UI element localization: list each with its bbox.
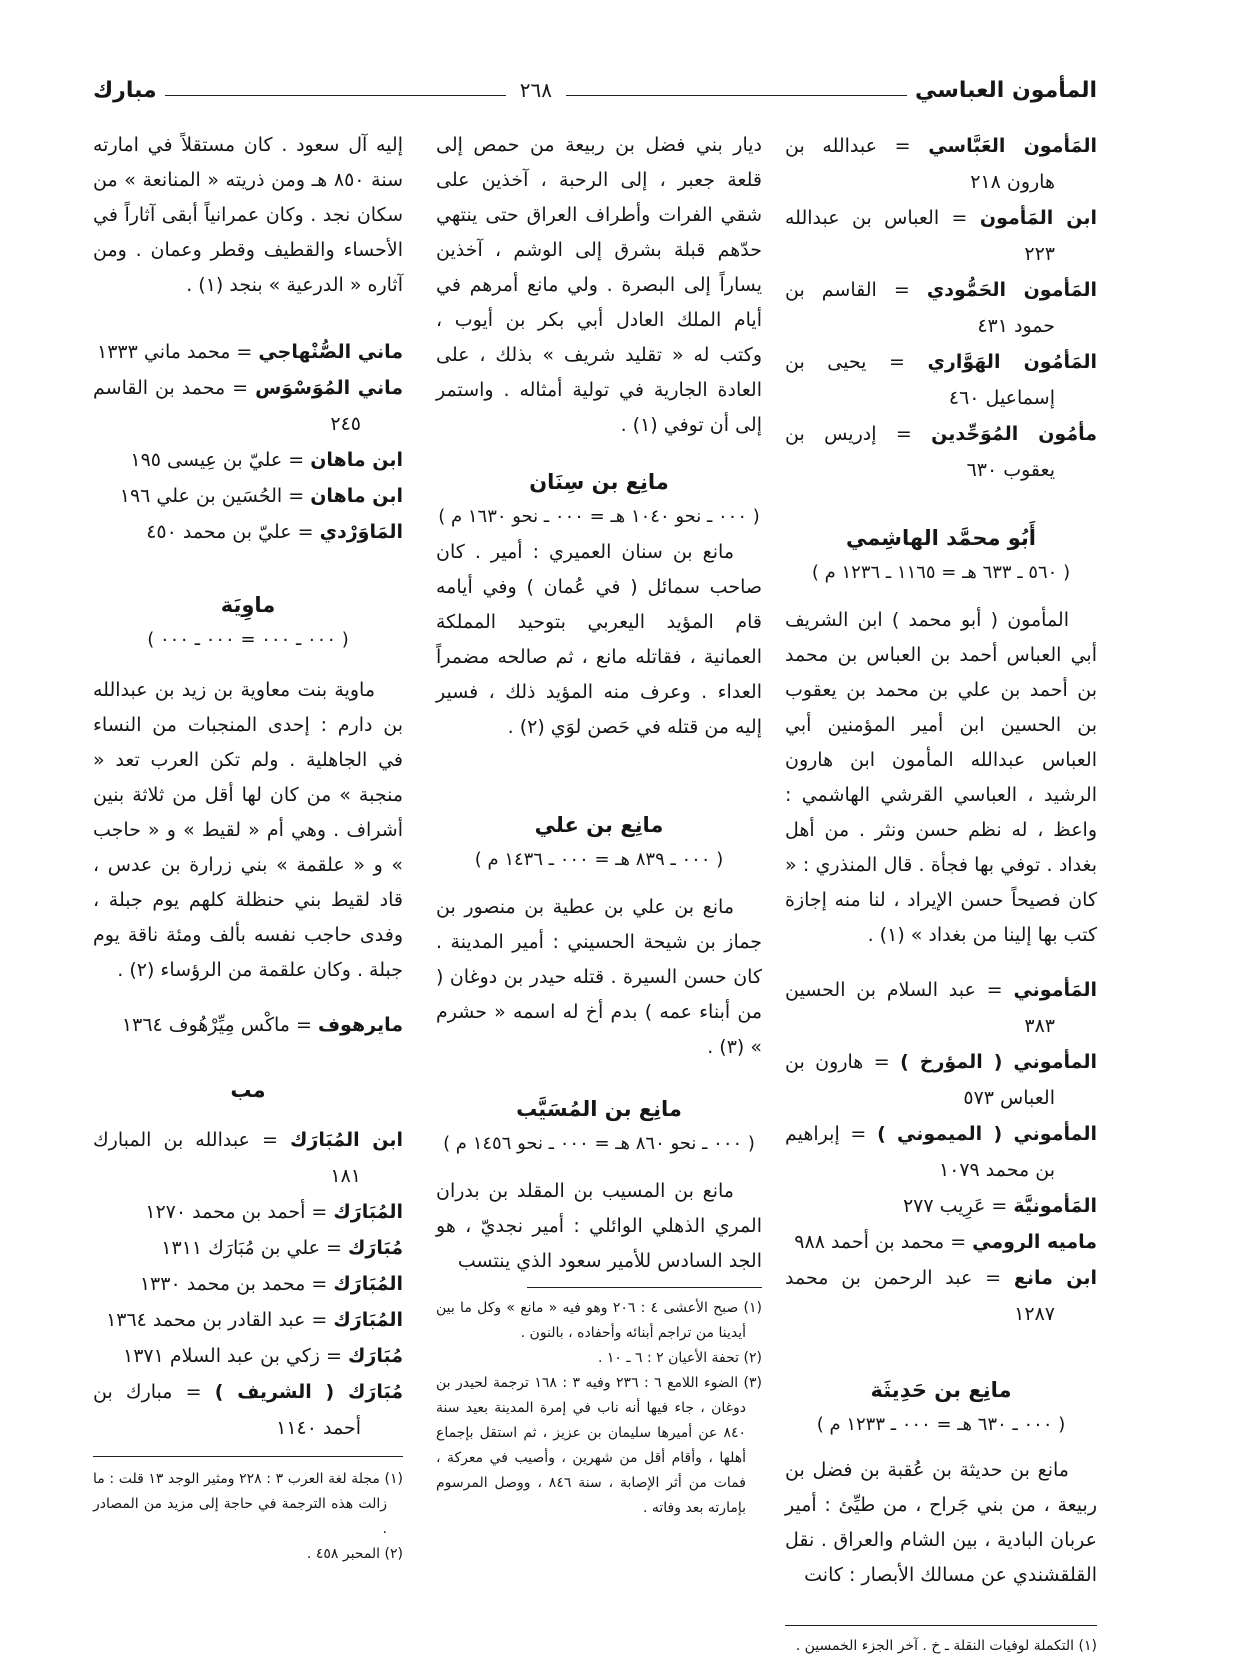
entry-reference: = يحيى بن إسماعيل ٤٦٠ [785,351,1055,409]
cross-reference-entry [93,1374,403,1446]
cross-reference-entry [785,1188,1097,1224]
entry-reference: = الحُسَين بن علي ١٩٦ [119,485,305,507]
entry-reference: = عبدالله بن هارون ٢١٨ [785,135,1055,193]
article-dates: ( ٠٠٠ ـ ٦٣٠ هـ = ٠٠٠ ـ ١٢٣٣ م ) [816,1414,1066,1435]
article-body: مانع بن سنان العميري : أمير . كان صاحب سمائل ( في عُمان ) وفي أيامه قام المؤيد اليعربي بتوحيد المملكة العمانية ، فقاتله مانع ، ثم صالحه مضمراً العداء . وعرف منه المؤيد ذلك ، فسير إليه من قتله في حَصن لوَي (٢) . [436,541,762,738]
article-body: مانع بن علي بن عطية بن منصور بن جماز بن شيحة الحسيني : أمير المدينة . كان حسن السيرة . قتله حيدر بن دوغان ( من أبناء عمه ) بدم أخ له اسمه « حشرم » (٣) . [436,896,762,1058]
entry-reference: = عليّ بن محمد ٤٥٠ [146,521,314,543]
entry-name: المأموني ( الميموني ) [877,1123,1097,1145]
cross-reference-entry [93,1302,403,1338]
entry-reference: = عبدالله بن المبارك ١٨١ [93,1129,361,1187]
cross-reference-entry [785,972,1097,1044]
entry-reference: = عبد الرحمن بن محمد ١٢٨٧ [785,1267,1055,1325]
column-left [93,128,403,1567]
entry-name: المَأمون الحَمُّودي [926,279,1098,301]
entry-name: ابن مانع [1013,1267,1098,1289]
article-body-continued: ديار بني فضل بن ربيعة من حمص إلى قلعة جعبر ، إلى الرحبة ، آخذين على شقي الفرات وأطراف العراق حتى ينتهي حدّهم قبلة بشرق إلى الوشم ، آخذين يساراً إلى البصرة . ولي مانع أمرهم في أيام الملك العادل أبي بكر بن أيوب ، وكتب له « تقليد شريف » بذلك ، على العادة الجارية في تولية أمثاله . واستمر إلى أن توفي (١) . [436,134,762,436]
entry-name: ابن المَأمون [979,207,1097,229]
cross-reference-entry [93,370,403,442]
cross-reference-entry [93,1194,403,1230]
footnote-rule [527,1287,762,1288]
cross-reference-list [93,1122,403,1446]
entry-name: ماني المُوَسْوَس [255,377,404,399]
footnotes [785,1634,1097,1659]
entry-reference: = محمد بن أحمد ٩٨٨ [794,1231,967,1253]
article-dates: ( ٠٠٠ ـ ٨٣٩ هـ = ٠٠٠ ـ ١٤٣٦ م ) [474,849,724,870]
entry-reference: = عليّ بن عِيسى ١٩٥ [130,449,305,471]
article-body: مانع بن حديثة بن عُقبة بن فضل بن ربيعة ، من بني جَراح ، من طيِّئ : أمير عربان البادية ، بين الشام والعراق . نقل القلقشندي عن مسالك الأبصار : كانت [785,1459,1097,1586]
article-title: مانِع بن سِنَان [529,470,669,494]
cross-reference-list [785,972,1097,1332]
cross-reference-entry [93,1338,403,1374]
article-body: ماوية بنت معاوية بن زيد بن عبدالله بن دارم : إحدى المنجبات من النساء في الجاهلية . ولم تكن العرب تعد « منجبة » من كان لها أقل من ثلاثة بنين أشراف . وهي أم « لقيط » و « حاجب » و « علقمة » بني زرارة بن عدس ، قاد لقيط بني حنظلة كلهم يوم جبلة ، وفدى حاجب نفسه بألف ومئة ناقة يوم جبلة . وكان علقمة من الرؤساء (٢) . [93,679,403,981]
entry-reference: = إدريس بن يعقوب ٦٣٠ [785,423,1055,481]
entry-reference: = العباس بن عبدالله ٢٢٣ [785,207,1055,265]
cross-reference-entry [93,334,403,370]
cross-reference-entry [785,128,1097,200]
entry-name: المُبَارَك [333,1273,403,1295]
entry-name: المَأموني [1013,979,1097,1001]
footnote: (٣) الضوء اللامع ٦ : ٢٣٦ وفيه ٣ : ١٦٨ ترجمة لحيدر بن دوغان ، جاء فيها أنه ناب في إمرة المدينة بعيد سنة ٨٤٠ عن أميرها سليمان بن عزيز ، ثم استقل بإجماع أهلها ، وأقام أقل من شهرين ، وأصيب في معركة ، فمات من أثر الإصابة ، سنة ٨٤٦ ، ووصل المرسوم بإمارته بعد وفاته . [436,1375,762,1516]
entry-reference: = زكي بن عبد السلام ١٣٧١ [123,1345,342,1367]
entry-reference: = محمد بن محمد ١٣٣٠ [139,1273,328,1295]
article-dates: ( ٠٠٠ ـ ٠٠٠ = ٠٠٠ ـ ٠٠٠ ) [147,629,349,650]
entry-name: المَأمونيَّة [1013,1195,1097,1217]
entry-name: ماميه الرومي [972,1231,1097,1253]
article-dates: ( ٥٦٠ ـ ٦٣٣ هـ = ١١٦٥ ـ ١٢٣٦ م ) [811,562,1071,583]
entry-name: ابن المُبَارَك [289,1129,403,1151]
cross-reference-entry [785,1044,1097,1116]
footnote: (١) صبح الأعشى ٤ : ٢٠٦ وهو فيه « مانع » وكل ما بين أيدينا من تراجم أبنائه وأحفاده ، بالنون . [436,1300,762,1341]
column-middle [436,128,762,1521]
entry-name: المَأمُون الهَوَّاري [927,351,1097,373]
cross-reference-entry [785,272,1097,344]
article-body: المأمون ( أبو محمد ) ابن الشريف أبي العباس أحمد بن العباس بن محمد بن أحمد بن علي بن محمد بن يعقوب بن الحسين ابن أمير المؤمنين أبي العباس عبدالله المأمون ابن هارون الرشيد ، العباسي القرشي الهاشمي : واعظ ، له نظم حسن ونثر . من أهل بغداد . توفي بها فجأة . قال المنذري : « كان فصيحاً حسن الإيراد ، لنا منه إجازة كتب بها إلينا من بغداد » (١) . [785,609,1097,946]
entry-reference: = ماكْس مِيِّرْهُوف ١٣٦٤ [121,1014,312,1036]
cross-reference-list [785,128,1097,488]
running-head-first-entry: المأمون العباسي [914,77,1097,103]
column-right [785,128,1097,1659]
entry-name: المأموني ( المؤرخ ) [900,1051,1097,1073]
entry-reference: = محمد ماني ١٣٣٣ [97,341,253,363]
cross-reference-entry [93,442,403,478]
entry-name: المُبَارَك [333,1201,403,1223]
article-title: مانِع بن علي [534,813,664,837]
entry-reference: = أحمد بن محمد ١٢٧٠ [145,1201,328,1223]
entry-reference: = عَرِيب ٢٧٧ [902,1195,1008,1217]
entry-reference: = إبراهيم بن محمد ١٠٧٩ [785,1123,1055,1181]
footnote: (١) التكملة لوفيات النقلة ـ خ . آخر الجزء الخمسين . [795,1638,1097,1654]
article-body: مانع بن المسيب بن المقلد بن بدران المري الذهلي الوائلي : أمير نجديّ ، هو الجد السادس للأمير سعود الذي ينتسب [436,1180,762,1272]
article-body-continued: إليه آل سعود . كان مستقلاً في امارته سنة ٨٥٠ هـ ومن ذريته « المنانعة » من سكان نجد . وكان عمرانياً أبقى آثاراً في الأحساء والقطيف وقطر وعمان . ومن آثاره « الدرعية » بنجد (١) . [93,134,403,296]
entry-name: ابن ماهان [310,449,403,471]
entry-reference: = مبارك بن أحمد ١١٤٠ [93,1381,361,1439]
cross-reference-entry [785,1116,1097,1188]
cross-reference-entry [785,1224,1097,1260]
footnote: (٢) تحفة الأعيان ٢ : ٦ ـ ١٠ . [598,1350,762,1366]
running-head [93,72,1097,108]
entry-name: المُبَارَك [333,1309,403,1331]
entry-name: المَاوَرْدي [319,521,403,543]
footnote: (١) مجلة لغة العرب ٣ : ٢٢٨ ومثير الوجد ١٣ قلت : ما زالت هذه الترجمة في حاجة إلى مزيد من المصادر . [93,1471,403,1537]
footnote-rule [785,1625,1097,1626]
article-title: أَبُو محمَّد الهاشِمي [845,526,1037,550]
article-title: مانِع بن المُسَيَّب [516,1097,682,1121]
entry-reference: = محمد بن القاسم ٢٤٥ [93,377,361,435]
running-head-last-entry: مبارك [92,77,157,103]
article-dates: ( ٠٠٠ ـ نحو ١٠٤٠ هـ = ٠٠٠ ـ نحو ١٦٣٠ م ) [438,506,760,527]
entry-name: ماني الصُّنْهاجي [258,341,403,363]
entry-name: مُبَارَك ( الشريف ) [214,1381,403,1403]
footnote-rule [93,1456,403,1457]
entry-name: مُبَارَك [347,1345,403,1367]
cross-reference-entry [93,478,403,514]
cross-reference-entry [93,514,403,550]
entry-name: مايرهوف [317,1014,403,1036]
cross-reference-entry [785,416,1097,488]
running-head-rule [165,95,506,96]
footnotes [93,1467,403,1567]
entry-reference: = عبد السلام بن الحسين ٣٨٣ [785,979,1055,1037]
entry-reference: = علي بن مُبَارَك ١٣١١ [161,1237,342,1259]
cross-reference-entry [93,1122,403,1194]
running-head-rule [566,95,907,96]
entry-name: ابن ماهان [310,485,403,507]
footnotes [436,1296,762,1521]
entry-name: مأمُون المُوَحِّدين [931,423,1098,445]
article-dates: ( ٠٠٠ ـ نحو ٨٦٠ هـ = ٠٠٠ ـ نحو ١٤٥٦ م ) [443,1133,755,1154]
cross-reference-entry [785,344,1097,416]
cross-reference-entry [93,1266,403,1302]
entry-name: مُبَارَك [347,1237,403,1259]
entry-reference: = عبد القادر بن محمد ١٣٦٤ [106,1309,328,1331]
page-number: ٢٦٨ [519,78,552,102]
cross-reference-entry [93,1230,403,1266]
footnote: (٢) المحبر ٤٥٨ . [306,1546,403,1562]
entry-reference: = هارون بن العباس ٥٧٣ [785,1051,1055,1109]
entry-name: المَأمون العَبَّاسي [928,135,1097,157]
cross-reference-entry [785,200,1097,272]
article-title: مانِع بن حَدِيثَة [870,1378,1012,1402]
cross-reference-list [93,334,403,550]
cross-reference-entry [785,1260,1097,1332]
entry-reference: = القاسم بن حمود ٤٣١ [785,279,1055,337]
cross-reference-entry [93,1007,403,1043]
article-title: ماوِيَة [220,593,276,617]
section-heading: مب [230,1078,266,1102]
